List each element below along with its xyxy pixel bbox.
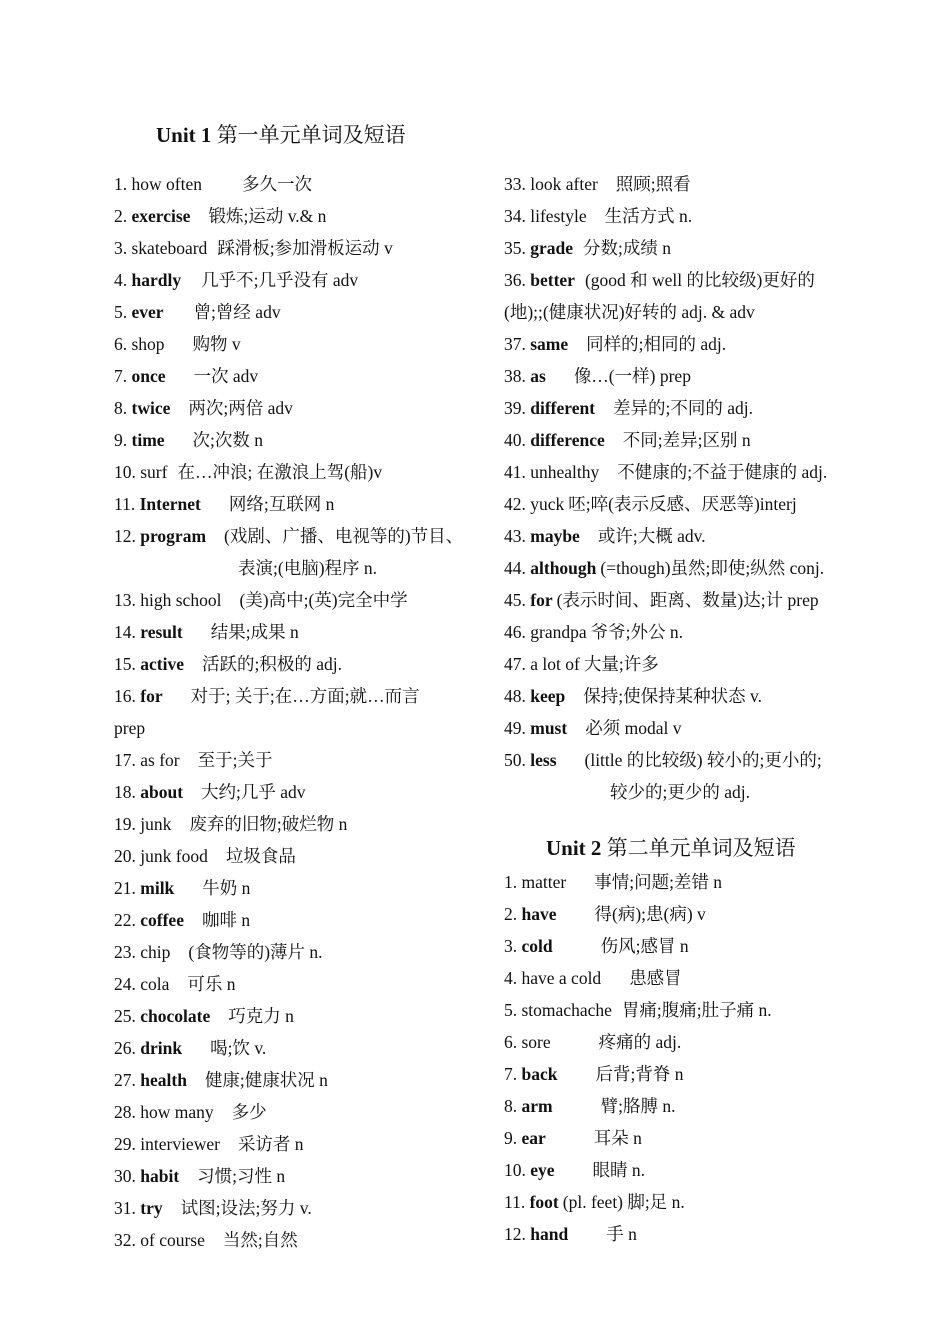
entry-definition: 购物 v xyxy=(192,334,241,354)
entry-definition: 或许;大概 adv. xyxy=(597,526,706,546)
vocab-entry xyxy=(114,264,470,296)
entry-definition: 胃痛;腹痛;肚子痛 n. xyxy=(621,1000,772,1020)
entry-definition: (表示时间、距离、数量)达;计 prep xyxy=(556,590,819,610)
vocab-entry xyxy=(114,1160,470,1192)
vocab-entry xyxy=(504,1218,860,1250)
entry-word: habit xyxy=(140,1166,180,1186)
entry-definition: 大量;许多 xyxy=(583,654,659,674)
vocab-entry xyxy=(504,232,860,264)
entry-definition: 踩滑板;参加滑板运动 v xyxy=(217,238,393,258)
vocab-entry xyxy=(504,360,860,392)
entry-number: 38. xyxy=(504,366,526,386)
vocab-entry xyxy=(504,866,860,898)
vocab-entry xyxy=(114,200,470,232)
vocab-entry xyxy=(114,936,470,968)
entry-number: 17. xyxy=(114,750,136,770)
entry-definition: 臂;胳膊 n. xyxy=(600,1096,676,1116)
entry-word: hardly xyxy=(131,270,182,290)
entry-definition: 后背;背脊 n xyxy=(595,1064,684,1084)
entry-word: skateboard xyxy=(131,238,208,258)
entry-number: 8. xyxy=(114,398,128,418)
entry-definition: 活跃的;积极的 adj. xyxy=(201,654,342,674)
entry-word: how often xyxy=(131,174,202,194)
unit1-right-column xyxy=(504,168,860,808)
entry-word: as xyxy=(530,366,546,386)
vocab-entry xyxy=(504,930,860,962)
vocab-entry xyxy=(504,584,860,616)
entry-definition: 垃圾食品 xyxy=(225,846,296,866)
entry-word: difference xyxy=(530,430,605,450)
entry-definition: 几乎不;几乎没有 adv xyxy=(201,270,359,290)
entry-number: 27. xyxy=(114,1070,136,1090)
entry-definition: 一次 adv xyxy=(193,366,259,386)
entry-number: 43. xyxy=(504,526,526,546)
entry-definition: 至于;关于 xyxy=(197,750,273,770)
entry-definition: 分数;成绩 n xyxy=(583,238,672,258)
entry-word: junk food xyxy=(140,846,208,866)
entry-definition: 健康;健康状况 n xyxy=(204,1070,328,1090)
entry-number: 35. xyxy=(504,238,526,258)
entry-number: 7. xyxy=(504,1064,518,1084)
unit1-left-column xyxy=(114,168,470,1256)
entry-word: less xyxy=(530,750,557,770)
entry-definition: 习惯;习性 n xyxy=(197,1166,286,1186)
entry-word: matter xyxy=(521,872,567,892)
vocab-entry xyxy=(114,680,470,712)
entry-number: 9. xyxy=(504,1128,518,1148)
entry-definition: 生活方式 n. xyxy=(604,206,693,226)
entry-number: 1. xyxy=(114,174,128,194)
entry-word: unhealthy xyxy=(530,462,600,482)
entry-word: grandpa xyxy=(530,622,587,642)
entry-definition: (pl. feet) 脚;足 n. xyxy=(562,1192,685,1212)
entry-definition: 两次;两倍 adv xyxy=(188,398,293,418)
vocab-entry xyxy=(114,648,470,680)
unit2-label: Unit 2 xyxy=(546,836,602,860)
entry-word: a lot of xyxy=(530,654,580,674)
vocab-entry xyxy=(114,488,470,520)
entry-number: (地);;(健康状况)好转的 adj. & adv xyxy=(504,302,755,322)
entry-word: of course xyxy=(140,1230,205,1250)
vocab-entry xyxy=(114,584,470,616)
entry-number: 20. xyxy=(114,846,136,866)
entry-word: have a cold xyxy=(521,968,602,988)
entry-word: ever xyxy=(131,302,164,322)
vocab-entry xyxy=(114,808,470,840)
entry-definition: (美)高中;(英)完全中学 xyxy=(239,590,408,610)
entry-number: 44. xyxy=(504,558,526,578)
entry-number: 24. xyxy=(114,974,136,994)
entry-definition: 结果;成果 n xyxy=(210,622,299,642)
entry-word: foot xyxy=(529,1192,559,1212)
entry-number: 13. xyxy=(114,590,136,610)
entry-word: for xyxy=(530,590,553,610)
entry-number: 5. xyxy=(504,1000,518,1020)
entry-number: 3. xyxy=(114,238,128,258)
vocab-entry xyxy=(114,1128,470,1160)
entry-number: 32. xyxy=(114,1230,136,1250)
entry-definition: 患感冒 xyxy=(629,968,682,988)
entry-word: active xyxy=(140,654,184,674)
entry-number: 10. xyxy=(114,462,136,482)
entry-definition: (little 的比较级) 较小的;更小的; xyxy=(584,750,822,770)
entry-word: sore xyxy=(521,1032,551,1052)
vocab-entry xyxy=(504,520,860,552)
entry-word: arm xyxy=(521,1096,553,1116)
vocab-entry xyxy=(114,776,470,808)
entry-number: 48. xyxy=(504,686,526,706)
entry-word: time xyxy=(131,430,165,450)
entry-definition: 眼睛 n. xyxy=(592,1160,646,1180)
entry-definition: (食物等的)薄片 n. xyxy=(188,942,323,962)
entry-word: twice xyxy=(131,398,171,418)
vocab-entry xyxy=(114,392,470,424)
entry-number: 41. xyxy=(504,462,526,482)
entry-definition: 保持;使保持某种状态 v. xyxy=(583,686,762,706)
entry-number: 14. xyxy=(114,622,136,642)
vocab-entry xyxy=(504,712,860,744)
entry-word: although xyxy=(530,558,597,578)
entry-definition: 较少的;更少的 adj. xyxy=(610,782,750,802)
entry-definition: 得(病);患(病) v xyxy=(594,904,706,924)
unit1-title: 第一单元单词及短语 xyxy=(216,123,406,147)
vocab-entry xyxy=(114,904,470,936)
vocab-entry xyxy=(504,1122,860,1154)
entry-number: 10. xyxy=(504,1160,526,1180)
entry-number: 42. xyxy=(504,494,526,514)
entry-word: once xyxy=(131,366,166,386)
vocab-entry xyxy=(114,232,470,264)
vocab-entry xyxy=(114,616,470,648)
entry-word: as for xyxy=(140,750,180,770)
entry-word: high school xyxy=(140,590,222,610)
entry-number: 4. xyxy=(504,968,518,988)
entry-number: 16. xyxy=(114,686,136,706)
entry-definition: 锻炼;运动 v.& n xyxy=(208,206,327,226)
entry-definition: 多久一次 xyxy=(241,174,312,194)
vocab-entry xyxy=(114,456,470,488)
vocab-entry xyxy=(114,968,470,1000)
entry-definition: 在…冲浪; 在激浪上驾(船)v xyxy=(177,462,383,482)
entry-definition: 巧克力 n xyxy=(228,1006,294,1026)
entry-word: better xyxy=(530,270,575,290)
entry-number: 49. xyxy=(504,718,526,738)
unit1-heading xyxy=(156,119,406,149)
entry-definition: 呸;啐(表示反感、厌恶等)interj xyxy=(568,494,797,514)
entry-number: 22. xyxy=(114,910,136,930)
vocab-entry xyxy=(114,1032,470,1064)
vocab-entry xyxy=(504,1154,860,1186)
entry-definition: 多少 xyxy=(231,1102,267,1122)
entry-definition: 爷爷;外公 n. xyxy=(590,622,683,642)
entry-definition: 次;次数 n xyxy=(192,430,264,450)
entry-number: 50. xyxy=(504,750,526,770)
vocab-entry xyxy=(504,200,860,232)
vocab-entry xyxy=(504,648,860,680)
entry-definition: 疼痛的 adj. xyxy=(598,1032,682,1052)
entry-word: maybe xyxy=(530,526,580,546)
entry-number: 6. xyxy=(114,334,128,354)
entry-word: for xyxy=(140,686,163,706)
entry-word: program xyxy=(140,526,207,546)
unit1-label: Unit 1 xyxy=(156,123,212,147)
entry-word: drink xyxy=(140,1038,183,1058)
entry-definition: 表演;(电脑)程序 n. xyxy=(238,558,378,578)
entry-number: 39. xyxy=(504,398,526,418)
entry-word: ear xyxy=(521,1128,546,1148)
entry-number: 23. xyxy=(114,942,136,962)
entry-definition: 差异的;不同的 adj. xyxy=(613,398,754,418)
entry-word: chocolate xyxy=(140,1006,211,1026)
entry-number: 2. xyxy=(114,206,128,226)
entry-definition: 必须 modal v xyxy=(585,718,682,738)
entry-number: 40. xyxy=(504,430,526,450)
vocab-entry xyxy=(114,520,470,552)
entry-number: 47. xyxy=(504,654,526,674)
entry-number: 12. xyxy=(504,1224,526,1244)
entry-number: 21. xyxy=(114,878,136,898)
entry-word: must xyxy=(530,718,568,738)
entry-number: 2. xyxy=(504,904,518,924)
entry-number: 28. xyxy=(114,1102,136,1122)
vocab-entry xyxy=(114,840,470,872)
entry-number: 11. xyxy=(114,494,136,514)
vocab-entry xyxy=(504,1186,860,1218)
vocab-entry xyxy=(504,962,860,994)
entry-word: hand xyxy=(530,1224,569,1244)
entry-number: 7. xyxy=(114,366,128,386)
entry-word: stomachache xyxy=(521,1000,612,1020)
vocab-entry xyxy=(504,1090,860,1122)
entry-definition: 事情;问题;差错 n xyxy=(594,872,723,892)
entry-definition: 照顾;照看 xyxy=(615,174,691,194)
entry-definition: 咖啡 n xyxy=(201,910,251,930)
vocab-entry xyxy=(504,1058,860,1090)
entry-definition: 像…(一样) prep xyxy=(573,366,691,386)
entry-word: have xyxy=(521,904,557,924)
entry-definition: (戏剧、广播、电视等的)节目、 xyxy=(224,526,464,546)
entry-definition: 试图;设法;努力 v. xyxy=(180,1198,312,1218)
entry-word: chip xyxy=(140,942,171,962)
entry-word: exercise xyxy=(131,206,191,226)
entry-word: keep xyxy=(530,686,566,706)
entry-number: 9. xyxy=(114,430,128,450)
entry-definition: 曾;曾经 adv xyxy=(193,302,281,322)
vocab-entry xyxy=(504,552,860,584)
entry-word: different xyxy=(530,398,596,418)
entry-definition: 不健康的;不益于健康的 adj. xyxy=(617,462,828,482)
entry-definition: 喝;饮 v. xyxy=(210,1038,267,1058)
entry-number: 4. xyxy=(114,270,128,290)
entry-number: 29. xyxy=(114,1134,136,1154)
vocab-entry xyxy=(504,488,860,520)
entry-word: lifestyle xyxy=(530,206,587,226)
entry-word: yuck xyxy=(530,494,565,514)
entry-word: milk xyxy=(140,878,175,898)
vocab-entry xyxy=(504,328,860,360)
vocab-entry xyxy=(504,898,860,930)
entry-word: result xyxy=(140,622,183,642)
vocab-entry xyxy=(504,616,860,648)
vocab-entry xyxy=(114,1224,470,1256)
vocab-entry xyxy=(504,994,860,1026)
vocab-entry xyxy=(504,456,860,488)
entry-word: shop xyxy=(131,334,165,354)
entry-word: eye xyxy=(530,1160,555,1180)
vocab-entry xyxy=(114,360,470,392)
entry-definition: 同样的;相同的 adj. xyxy=(586,334,727,354)
vocab-entry xyxy=(114,744,470,776)
entry-number: 25. xyxy=(114,1006,136,1026)
entry-number: 26. xyxy=(114,1038,136,1058)
vocab-entry xyxy=(504,744,860,776)
entry-number: 37. xyxy=(504,334,526,354)
vocab-entry xyxy=(504,776,860,808)
vocab-entry xyxy=(114,1000,470,1032)
entry-definition: 伤风;感冒 n xyxy=(600,936,689,956)
entry-word: junk xyxy=(140,814,172,834)
vocab-entry xyxy=(504,392,860,424)
entry-number: 36. xyxy=(504,270,526,290)
entry-word: back xyxy=(521,1064,558,1084)
entry-number: 45. xyxy=(504,590,526,610)
vocab-entry xyxy=(504,424,860,456)
entry-definition: 牛奶 n xyxy=(202,878,251,898)
vocab-entry xyxy=(504,296,860,328)
entry-number: 12. xyxy=(114,526,136,546)
vocab-entry xyxy=(504,264,860,296)
entry-number: 46. xyxy=(504,622,526,642)
vocab-entry xyxy=(504,168,860,200)
vocab-entry xyxy=(504,1026,860,1058)
vocab-entry xyxy=(114,1064,470,1096)
entry-word: about xyxy=(140,782,184,802)
entry-number: 19. xyxy=(114,814,136,834)
entry-definition: (=though)虽然;即使;纵然 conj. xyxy=(600,558,825,578)
vocab-entry xyxy=(114,1192,470,1224)
entry-number: 11. xyxy=(504,1192,526,1212)
entry-word: try xyxy=(140,1198,163,1218)
entry-word: grade xyxy=(530,238,574,258)
entry-word: coffee xyxy=(140,910,184,930)
entry-number: 18. xyxy=(114,782,136,802)
entry-definition: 网络;互联网 n xyxy=(228,494,335,514)
vocab-entry xyxy=(114,168,470,200)
entry-word: health xyxy=(140,1070,187,1090)
vocab-entry xyxy=(114,712,470,744)
entry-definition: 废弃的旧物;破烂物 n xyxy=(189,814,348,834)
entry-definition: 可乐 n xyxy=(187,974,236,994)
unit2-column xyxy=(504,866,860,1250)
entry-number: 6. xyxy=(504,1032,518,1052)
entry-number: 3. xyxy=(504,936,518,956)
entry-number: 30. xyxy=(114,1166,136,1186)
vocab-entry xyxy=(114,328,470,360)
entry-word: same xyxy=(530,334,569,354)
entry-definition: 耳朵 n xyxy=(593,1128,642,1148)
entry-word: cold xyxy=(521,936,553,956)
vocab-entry xyxy=(114,872,470,904)
vocab-entry xyxy=(114,1096,470,1128)
entry-definition: 对于; 关于;在…方面;就…而言 xyxy=(190,686,420,706)
entry-definition: 采访者 n xyxy=(237,1134,304,1154)
entry-word: Internet xyxy=(139,494,201,514)
entry-word: surf xyxy=(140,462,168,482)
entry-number: 31. xyxy=(114,1198,136,1218)
entry-definition: 当然;自然 xyxy=(222,1230,298,1250)
entry-word: look after xyxy=(530,174,598,194)
unit2-title: 第二单元单词及短语 xyxy=(606,836,796,860)
entry-number: 33. xyxy=(504,174,526,194)
vocab-entry xyxy=(114,552,470,584)
entry-definition: 大约;几乎 adv xyxy=(201,782,306,802)
entry-number: 5. xyxy=(114,302,128,322)
entry-word: interviewer xyxy=(140,1134,220,1154)
entry-definition: 手 n xyxy=(606,1224,637,1244)
vocab-entry xyxy=(504,680,860,712)
entry-number: 8. xyxy=(504,1096,518,1116)
vocab-entry xyxy=(114,296,470,328)
unit2-heading xyxy=(546,832,796,862)
entry-number: 1. xyxy=(504,872,518,892)
entry-number: 34. xyxy=(504,206,526,226)
entry-word: cola xyxy=(140,974,170,994)
entry-word: how many xyxy=(140,1102,214,1122)
vocab-entry xyxy=(114,424,470,456)
entry-number: 15. xyxy=(114,654,136,674)
entry-definition: (good 和 well 的比较级)更好的 xyxy=(584,270,815,290)
entry-number: prep xyxy=(114,718,146,738)
entry-definition: 不同;差异;区别 n xyxy=(622,430,751,450)
